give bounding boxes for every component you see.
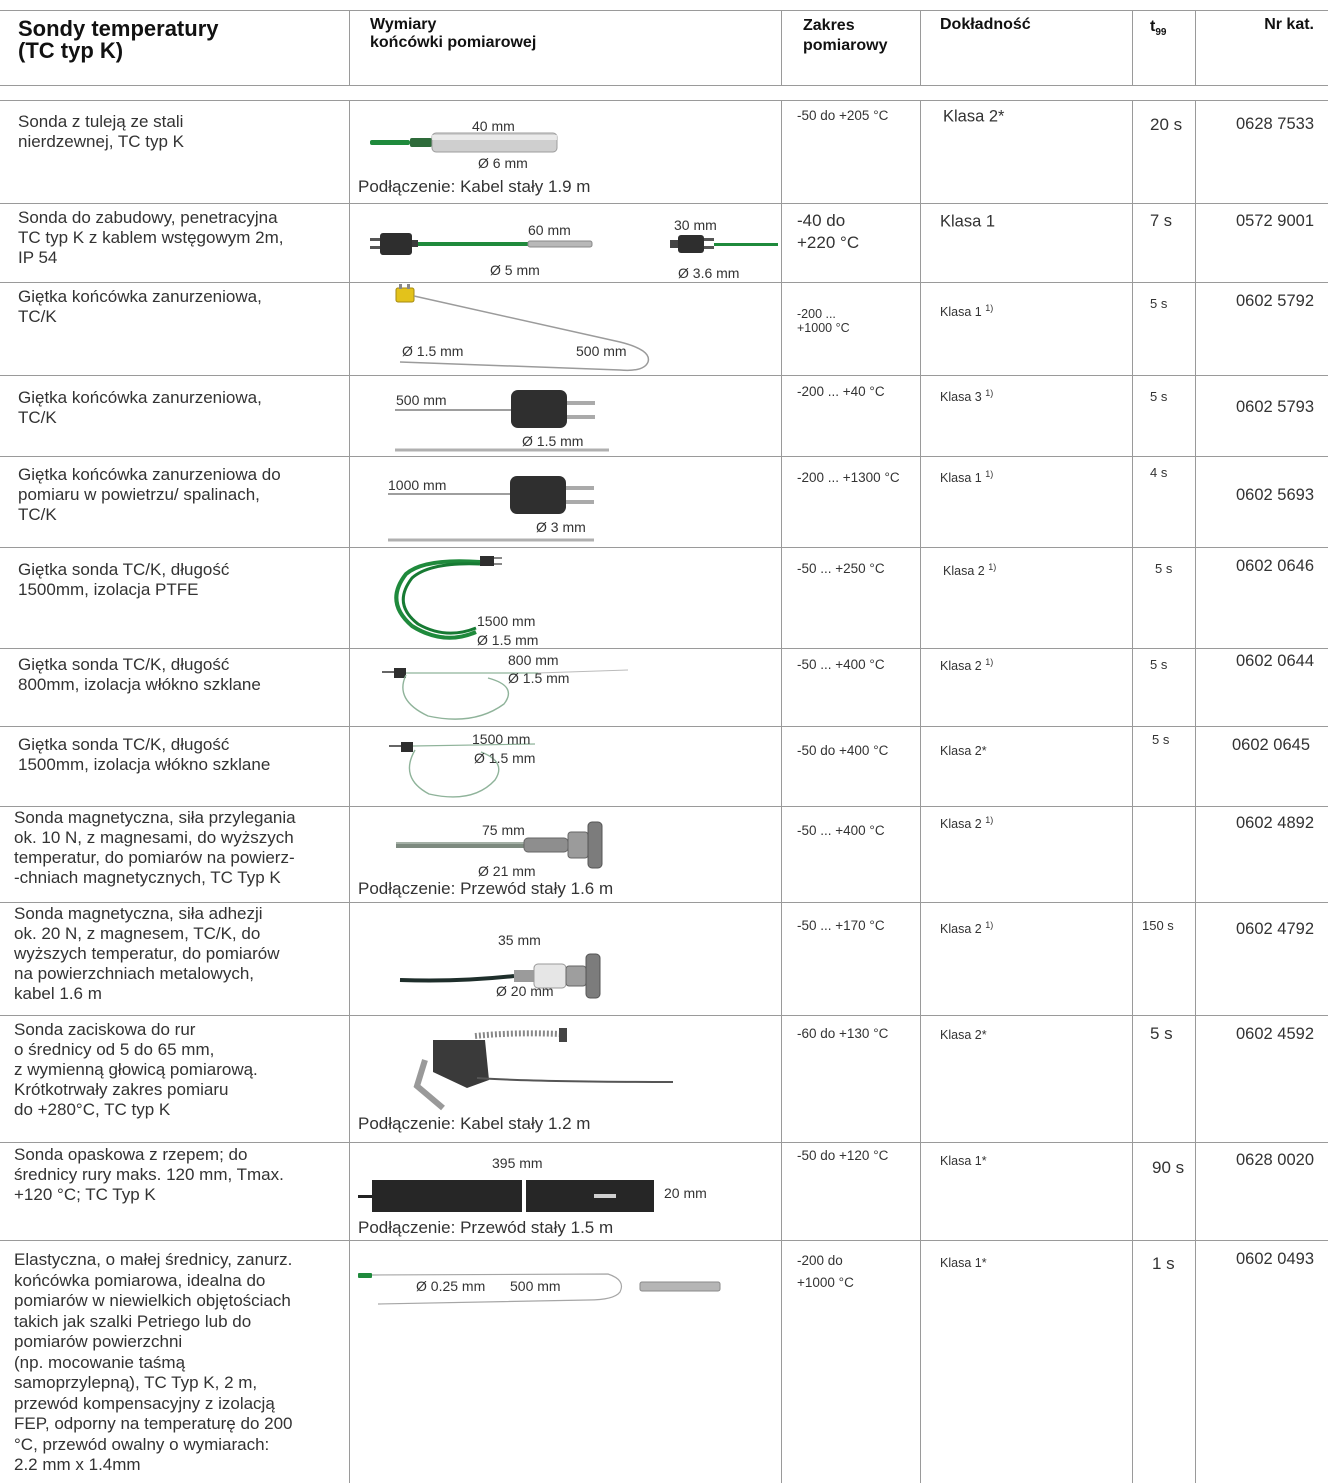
dimension-label: 30 mm [674, 217, 717, 233]
catalog-number: 0602 0645 [1232, 736, 1310, 754]
measuring-range: -200 do +1000 °C [797, 1253, 854, 1290]
accuracy-class [940, 657, 993, 673]
dimension-label: 1500 mm [477, 613, 536, 629]
row-divider [0, 282, 1328, 283]
dimension-label: Ø 1.5 mm [522, 433, 584, 449]
accuracy-note: 1) [985, 303, 994, 313]
header-range-line: Zakres [803, 17, 855, 34]
column-divider [781, 100, 782, 1483]
accuracy-class [940, 212, 995, 232]
response-time: 5 s [1150, 296, 1168, 311]
header-bottom-rule [0, 85, 1328, 86]
row-description: Elastyczna, o małej średnicy, zanurz. końcówka pomiarowa, idealna do pomiarów w niewielkich objętościach takich jak szalki Petriego lub do pomiarów powierzchni (np. mocowanie taśmą samoprzylepną), TC Typ K, 2 m, przewód kompensacyjny z izolacją FEP, odporny na temperaturę do 200 °C, przewód owalny o wymiarach: 2.2 mm x 1.4mm [14, 1250, 293, 1474]
accuracy-class [940, 469, 993, 485]
header-catalog: Nr kat. [1264, 16, 1314, 33]
catalog-number: 0602 5693 [1236, 486, 1314, 504]
measuring-range: -200 ... +1300 °C [797, 470, 900, 485]
header-title [18, 18, 219, 62]
response-time: 5 s [1150, 389, 1168, 404]
accuracy-text: Klasa 1* [940, 1256, 987, 1271]
row-divider [0, 547, 1328, 548]
table-top-rule [0, 10, 1328, 11]
dimension-label: Ø 21 mm [478, 863, 536, 879]
measuring-range: -50 ... +400 °C [797, 657, 885, 672]
dimension-label: 500 mm [396, 392, 447, 408]
header-t99 [1150, 18, 1166, 38]
dimension-label: Ø 3.6 mm [678, 265, 740, 281]
response-time: 7 s [1150, 212, 1173, 230]
accuracy-class [940, 1152, 987, 1168]
row-divider [0, 902, 1328, 903]
row-divider [0, 203, 1328, 204]
row-description: Giętka końcówka zanurzeniowa do pomiaru w powietrzu/ spalinach, TC/K [18, 465, 281, 524]
measuring-range: -50 ... +170 °C [797, 918, 885, 933]
probe-image [370, 128, 570, 158]
row-description: Sonda zaciskowa do rur o średnicy od 5 do 65 mm, z wymienną głowicą pomiarową. Krótkotrwały zakres pomiaru do +280°C, TC typ K [14, 1020, 258, 1119]
dimension-label: 800 mm [508, 652, 559, 668]
accuracy-class [940, 1026, 987, 1042]
accuracy-note: 1) [985, 657, 994, 667]
header-dimensions [370, 16, 536, 52]
header-dimensions-line: Wymiary [370, 16, 437, 33]
catalog-number: 0602 5793 [1236, 398, 1314, 416]
response-time: 150 s [1142, 918, 1174, 933]
dimension-label: Ø 3 mm [536, 519, 586, 535]
accuracy-text: Klasa 2* [940, 1028, 987, 1043]
catalog-number: 0602 0493 [1236, 1250, 1314, 1268]
accuracy-class [940, 303, 993, 319]
catalog-number: 0602 0644 [1236, 652, 1314, 670]
header-range-line: pomiarowy [803, 37, 888, 54]
header-accuracy: Dokładność [940, 16, 1031, 33]
row-divider [0, 648, 1328, 649]
accuracy-text: Klasa 3 [940, 390, 982, 405]
dimension-label: 500 mm [576, 343, 627, 359]
accuracy-text: Klasa 1 [940, 471, 982, 486]
catalog-number: 0602 4892 [1236, 814, 1314, 832]
catalog-number: 0628 7533 [1236, 115, 1314, 133]
measuring-range: -40 do +220 °C [797, 211, 860, 252]
row-divider [0, 726, 1328, 727]
dimension-label: 1000 mm [388, 477, 447, 493]
accuracy-class [940, 920, 993, 936]
probe-image [390, 284, 660, 374]
accuracy-class [940, 742, 987, 758]
probe-image [378, 664, 628, 724]
measuring-range: -200 ... +1000 °C [797, 307, 850, 335]
row-description: Sonda magnetyczna, siła przylegania ok. 10 N, z magnesami, do wyższych temperatur, do pomiarów na powierz- -chniach magnetycznych, TC Typ K [14, 808, 296, 887]
dimension-label: Ø 5 mm [490, 262, 540, 278]
measuring-range: -50 do +205 °C [797, 108, 889, 123]
accuracy-text: Klasa 1 [940, 305, 982, 320]
measuring-range: -50 do +120 °C [797, 1148, 889, 1163]
accuracy-note: 1) [985, 920, 994, 930]
connection-note: Podłączenie: Przewód stały 1.6 m [358, 879, 614, 898]
row-description: Sonda opaskowa z rzepem; do średnicy rury maks. 120 mm, Tmax. +120 °C; TC Typ K [14, 1145, 284, 1204]
dimension-label: 395 mm [492, 1155, 543, 1171]
accuracy-text: Klasa 1 [940, 212, 996, 231]
row-description: Giętka sonda TC/K, długość 1500mm, izolacja włókno szklane [18, 735, 271, 774]
header-t99-base: t [1150, 18, 1156, 35]
column-divider [349, 100, 350, 1483]
response-time: 1 s [1152, 1254, 1175, 1273]
row-description: Giętka końcówka zanurzeniowa, TC/K [18, 287, 262, 326]
accuracy-class [940, 388, 993, 404]
accuracy-note: 1) [985, 469, 994, 479]
column-divider [349, 10, 350, 85]
row-divider [0, 375, 1328, 376]
connection-note: Podłączenie: Kabel stały 1.9 m [358, 177, 591, 196]
dimension-label: 60 mm [528, 222, 571, 238]
measuring-range: -50 ... +250 °C [797, 561, 885, 576]
response-time: 5 s [1152, 732, 1170, 747]
response-time: 4 s [1150, 465, 1168, 480]
response-time: 5 s [1150, 1024, 1173, 1043]
dimension-label: Ø 0.25 mm [416, 1278, 486, 1294]
column-divider [1195, 10, 1196, 85]
row-description: Giętka sonda TC/K, długość 1500mm, izolacja PTFE [18, 560, 230, 599]
dimension-label: 20 mm [664, 1185, 707, 1201]
catalog-number: 0602 5792 [1236, 292, 1314, 310]
header-range [803, 16, 887, 56]
column-divider [1132, 10, 1133, 85]
header-gap-rule [0, 100, 1328, 101]
header-t99-sub: 99 [1155, 27, 1167, 39]
accuracy-class [940, 1254, 987, 1270]
measuring-range: -50 do +400 °C [797, 743, 889, 758]
row-description: Sonda z tuleją ze stali nierdzewnej, TC typ K [18, 112, 184, 151]
row-divider [0, 1240, 1328, 1241]
dimension-label: 1500 mm [472, 731, 531, 747]
response-time: 90 s [1152, 1158, 1185, 1177]
dimension-label: Ø 1.5 mm [402, 343, 464, 359]
column-divider [1195, 100, 1196, 1483]
accuracy-note: 1) [985, 388, 994, 398]
row-divider [0, 1142, 1328, 1143]
probe-image [370, 230, 790, 260]
accuracy-text: Klasa 2 [940, 922, 982, 937]
dimension-label: 500 mm [510, 1278, 561, 1294]
accuracy-note: 1) [985, 815, 994, 825]
header-title-line: (TC typ K) [18, 38, 124, 63]
dimension-label: Ø 1.5 mm [508, 670, 570, 686]
catalog-number: 0602 4592 [1236, 1025, 1314, 1043]
column-divider [920, 100, 921, 1483]
dimension-label: Ø 1.5 mm [474, 750, 536, 766]
accuracy-text: Klasa 2* [940, 744, 987, 759]
probe-image [358, 1176, 658, 1216]
column-divider [781, 10, 782, 85]
row-description: Sonda magnetyczna, siła adhezji ok. 20 N, z magnesem, TC/K, do wyższych temperatur, do pomiarów na powierzchniach metalowych, kabel 1.6 m [14, 904, 280, 1003]
dimension-label: Ø 1.5 mm [477, 632, 539, 648]
dimension-label: Ø 6 mm [478, 155, 528, 171]
measuring-range: -50 ... +400 °C [797, 823, 885, 838]
catalog-number: 0628 0020 [1236, 1151, 1314, 1169]
header-title-line: Sondy temperatury [18, 16, 219, 41]
connection-note: Podłączenie: Kabel stały 1.2 m [358, 1114, 591, 1133]
connection-note: Podłączenie: Przewód stały 1.5 m [358, 1218, 614, 1237]
dimension-label: 75 mm [482, 822, 525, 838]
dimension-label: 40 mm [472, 118, 515, 134]
accuracy-class [940, 815, 993, 831]
accuracy-class [943, 107, 1004, 127]
row-description: Giętka końcówka zanurzeniowa, TC/K [18, 388, 262, 427]
accuracy-class [943, 562, 996, 578]
column-divider [1132, 100, 1133, 1483]
row-divider [0, 806, 1328, 807]
header-dimensions-line: końcówki pomiarowej [370, 34, 537, 51]
row-description: Giętka sonda TC/K, długość 800mm, izolacja włókno szklane [18, 655, 261, 694]
catalog-number: 0602 4792 [1236, 920, 1314, 938]
row-description: Sonda do zabudowy, penetracyjna TC typ K z kablem wstęgowym 2m, IP 54 [18, 208, 284, 267]
row-divider [0, 1015, 1328, 1016]
response-time: 5 s [1150, 657, 1168, 672]
measuring-range: -200 ... +40 °C [797, 384, 885, 399]
accuracy-text: Klasa 1* [940, 1154, 987, 1169]
dimension-label: 35 mm [498, 932, 541, 948]
dimension-label: Ø 20 mm [496, 983, 554, 999]
accuracy-text: Klasa 2 [943, 564, 985, 579]
response-time: 20 s [1150, 115, 1183, 134]
catalog-number: 0572 9001 [1236, 212, 1314, 230]
accuracy-text: Klasa 2 [940, 817, 982, 832]
column-divider [920, 10, 921, 85]
accuracy-note: 1) [988, 562, 997, 572]
measuring-range: -60 do +130 °C [797, 1026, 889, 1041]
catalog-number: 0602 0646 [1236, 557, 1314, 575]
accuracy-text: Klasa 2 [940, 659, 982, 674]
response-time: 5 s [1155, 561, 1173, 576]
row-divider [0, 456, 1328, 457]
probe-image [415, 1020, 675, 1110]
accuracy-text: Klasa 2* [943, 107, 1005, 126]
